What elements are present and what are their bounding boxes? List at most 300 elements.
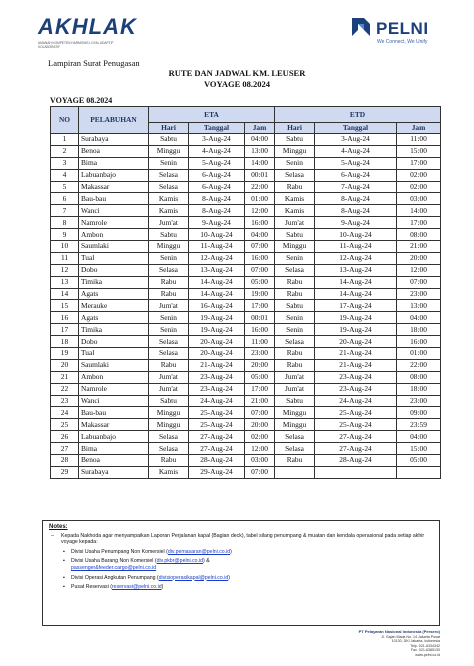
schedule-table-body <box>51 134 441 479</box>
table-cell-eta-date: 11-Aug-24 <box>189 241 245 253</box>
recipient-suffix: ) & <box>203 558 210 565</box>
table-cell-etd-time: 21:00 <box>397 241 441 253</box>
table-cell-eta-time: 07:00 <box>245 264 275 276</box>
table-cell-port: Labuanbajo <box>79 169 149 181</box>
table-cell-port: Makassar <box>79 181 149 193</box>
table-row <box>51 169 441 181</box>
table-cell-eta-day: Selasa <box>149 336 189 348</box>
table-cell-port: Wanci <box>79 205 149 217</box>
table-cell-no: 26 <box>51 431 79 443</box>
table-cell-etd-time: 04:00 <box>397 312 441 324</box>
table-cell-eta-time: 07:00 <box>245 241 275 253</box>
table-row <box>51 145 441 157</box>
table-cell-eta-day: Senin <box>149 324 189 336</box>
table-cell-eta-date: 12-Aug-24 <box>189 252 245 264</box>
table-cell-etd-date <box>315 466 397 478</box>
table-cell-no: 9 <box>51 229 79 241</box>
table-cell-etd-time: 02:00 <box>397 169 441 181</box>
table-cell-eta-date: 8-Aug-24 <box>189 205 245 217</box>
table-cell-etd-date: 8-Aug-24 <box>315 193 397 205</box>
table-cell-etd-time: 04:00 <box>397 431 441 443</box>
table-cell-etd-date: 25-Aug-24 <box>315 407 397 419</box>
table-cell-etd-day: Kamis <box>275 193 315 205</box>
table-cell-etd-time: 15:00 <box>397 145 441 157</box>
col-header-pelabuhan: PELABUHAN <box>79 107 149 134</box>
table-cell-no: 4 <box>51 169 79 181</box>
recipient-name: Divisi Operasi Angkutan Penumpang ( <box>71 574 159 581</box>
table-row <box>51 371 441 383</box>
table-cell-no: 27 <box>51 443 79 455</box>
recipient-name: Pusat Reservasi ( <box>71 584 112 591</box>
table-cell-no: 28 <box>51 455 79 467</box>
table-cell-etd-date: 12-Aug-24 <box>315 252 397 264</box>
table-cell-eta-day: Senin <box>149 252 189 264</box>
table-cell-eta-date: 29-Aug-24 <box>189 466 245 478</box>
table-row <box>51 241 441 253</box>
table-cell-eta-day: Minggu <box>149 407 189 419</box>
table-cell-eta-day: Rabu <box>149 359 189 371</box>
table-cell-etd-time: 05:00 <box>397 455 441 467</box>
table-cell-port: Ambon <box>79 371 149 383</box>
table-cell-no: 17 <box>51 324 79 336</box>
table-cell-eta-time: 05:00 <box>245 371 275 383</box>
document-title: RUTE DAN JADWAL KM. LEUSER <box>168 68 306 78</box>
table-cell-etd-day: Senin <box>275 252 315 264</box>
akhlak-tagline: AMANAH KOMPETEN HARMONIS LOYAL ADAPTIF KOLABORATIF <box>38 41 114 49</box>
table-cell-no: 3 <box>51 157 79 169</box>
table-cell-eta-day: Selasa <box>149 169 189 181</box>
table-cell-eta-date: 3-Aug-24 <box>189 134 245 146</box>
address-line: Jl. Gajah Mada No. 14 Jakarta Pusat <box>381 634 440 639</box>
table-cell-port: Saumlaki <box>79 241 149 253</box>
table-cell-eta-day: Selasa <box>149 348 189 360</box>
table-row <box>51 348 441 360</box>
table-cell-eta-time: 22:00 <box>245 181 275 193</box>
col-header-etd-hari: Hari <box>275 123 315 134</box>
table-cell-etd-date: 7-Aug-24 <box>315 181 397 193</box>
table-cell-etd-date: 23-Aug-24 <box>315 383 397 395</box>
table-cell-etd-date: 14-Aug-24 <box>315 288 397 300</box>
table-cell-eta-day: Kamis <box>149 466 189 478</box>
table-cell-no: 22 <box>51 383 79 395</box>
table-cell-etd-date: 8-Aug-24 <box>315 205 397 217</box>
table-cell-eta-time: 07:00 <box>245 466 275 478</box>
table-row <box>51 181 441 193</box>
table-cell-etd-day: Rabu <box>275 288 315 300</box>
table-cell-etd-day: Rabu <box>275 348 315 360</box>
table-cell-port: Namrole <box>79 383 149 395</box>
col-header-eta-jam: Jam <box>245 123 275 134</box>
table-cell-etd-time: 23:00 <box>397 288 441 300</box>
table-cell-eta-day: Jum'at <box>149 371 189 383</box>
table-cell-etd-date: 25-Aug-24 <box>315 419 397 431</box>
table-row <box>51 443 441 455</box>
table-cell-eta-date: 19-Aug-24 <box>189 312 245 324</box>
table-cell-etd-time: 17:00 <box>397 157 441 169</box>
table-cell-eta-time: 03:00 <box>245 455 275 467</box>
table-cell-port: Tual <box>79 252 149 264</box>
table-cell-port: Bau-bau <box>79 407 149 419</box>
table-cell-port: Labuanbajo <box>79 431 149 443</box>
table-cell-port: Merauke <box>79 300 149 312</box>
table-cell-etd-time: 07:00 <box>397 276 441 288</box>
table-cell-no: 16 <box>51 312 79 324</box>
table-cell-etd-time: 08:00 <box>397 371 441 383</box>
table-cell-port: Timika <box>79 324 149 336</box>
akhlak-logo-text: AKHLAK <box>38 14 137 39</box>
table-cell-eta-date: 4-Aug-24 <box>189 145 245 157</box>
table-cell-eta-time: 04:00 <box>245 229 275 241</box>
table-cell-no: 14 <box>51 288 79 300</box>
recipient-suffix: ) <box>230 548 232 555</box>
table-cell-no: 25 <box>51 419 79 431</box>
address-line: Fax. 021-6385130 <box>410 648 440 653</box>
table-cell-eta-date: 23-Aug-24 <box>189 383 245 395</box>
table-cell-etd-date: 21-Aug-24 <box>315 348 397 360</box>
table-cell-eta-day: Sabtu <box>149 395 189 407</box>
table-cell-etd-day: Jum'at <box>275 371 315 383</box>
table-cell-etd-time: 14:00 <box>397 205 441 217</box>
table-cell-eta-day: Minggu <box>149 419 189 431</box>
table-cell-eta-date: 20-Aug-24 <box>189 336 245 348</box>
table-row <box>51 455 441 467</box>
table-cell-etd-day: Sabtu <box>275 395 315 407</box>
table-cell-eta-day: Selasa <box>149 431 189 443</box>
table-cell-no: 8 <box>51 217 79 229</box>
note-item <box>49 533 433 546</box>
table-cell-port: Surabaya <box>79 466 149 478</box>
table-cell-etd-time: 22:00 <box>397 359 441 371</box>
table-cell-eta-date: 25-Aug-24 <box>189 407 245 419</box>
table-cell-eta-day: Selasa <box>149 181 189 193</box>
table-cell-etd-time: 23:59 <box>397 419 441 431</box>
table-cell-eta-date: 6-Aug-24 <box>189 181 245 193</box>
table-cell-eta-day: Sabtu <box>149 134 189 146</box>
table-cell-port: Benoa <box>79 455 149 467</box>
table-cell-eta-date: 14-Aug-24 <box>189 276 245 288</box>
recipient-name: Divisi Usaha Barang Non Komersiel ( <box>71 558 157 565</box>
table-cell-etd-day: Rabu <box>275 455 315 467</box>
notes-title: Notes: <box>49 524 68 530</box>
table-row <box>51 312 441 324</box>
table-cell-etd-day <box>275 466 315 478</box>
table-cell-port: Dobo <box>79 264 149 276</box>
table-row <box>51 419 441 431</box>
address-line: 10130, DKI Jakarta, Indonesia <box>391 639 440 644</box>
table-cell-etd-time: 15:00 <box>397 443 441 455</box>
square-bullet-icon: ▪ <box>63 574 65 581</box>
table-cell-eta-day: Rabu <box>149 276 189 288</box>
table-cell-etd-time: 18:00 <box>397 324 441 336</box>
table-cell-eta-time: 12:00 <box>245 205 275 217</box>
table-cell-eta-date: 6-Aug-24 <box>189 169 245 181</box>
table-row <box>51 264 441 276</box>
table-cell-etd-day: Rabu <box>275 181 315 193</box>
recipient-name: Divisi Usaha Penumpang Non Komersiel ( <box>71 548 168 555</box>
table-cell-eta-date: 9-Aug-24 <box>189 217 245 229</box>
company-address <box>334 635 440 658</box>
table-cell-etd-date: 27-Aug-24 <box>315 443 397 455</box>
table-cell-eta-time: 02:00 <box>245 431 275 443</box>
table-row <box>51 193 441 205</box>
table-cell-eta-date: 16-Aug-24 <box>189 300 245 312</box>
table-cell-etd-time: 16:00 <box>397 336 441 348</box>
table-cell-eta-date: 20-Aug-24 <box>189 348 245 360</box>
table-cell-port: Bima <box>79 443 149 455</box>
akhlak-logo <box>38 14 137 49</box>
notes-box <box>42 520 440 626</box>
recipient-email-link[interactable]: divisioperasikapal@pelni.co.id <box>158 574 229 581</box>
table-cell-etd-date: 24-Aug-24 <box>315 395 397 407</box>
table-cell-eta-time: 05:00 <box>245 276 275 288</box>
table-cell-etd-day: Sabtu <box>275 229 315 241</box>
table-cell-eta-date: 27-Aug-24 <box>189 443 245 455</box>
table-cell-etd-day: Selasa <box>275 336 315 348</box>
table-cell-etd-day: Senin <box>275 312 315 324</box>
table-cell-etd-day: Selasa <box>275 264 315 276</box>
table-cell-eta-day: Selasa <box>149 443 189 455</box>
table-cell-eta-day: Senin <box>149 157 189 169</box>
recipient-email-link[interactable]: div.pkbr@pelni.co.id <box>156 558 204 565</box>
table-cell-etd-time: 23:00 <box>397 395 441 407</box>
recipient-item <box>49 549 433 556</box>
table-cell-eta-time: 01:00 <box>245 193 275 205</box>
table-cell-etd-time: 11:00 <box>397 134 441 146</box>
table-row <box>51 205 441 217</box>
table-cell-eta-time: 23:00 <box>245 348 275 360</box>
table-cell-port: Bima <box>79 157 149 169</box>
table-cell-eta-date: 10-Aug-24 <box>189 229 245 241</box>
square-bullet-icon: ▪ <box>63 584 65 591</box>
table-cell-etd-day: Jum'at <box>275 383 315 395</box>
table-cell-no: 2 <box>51 145 79 157</box>
table-cell-port: Ambon <box>79 229 149 241</box>
table-cell-no: 13 <box>51 276 79 288</box>
table-cell-etd-date: 27-Aug-24 <box>315 431 397 443</box>
col-header-eta-hari: Hari <box>149 123 189 134</box>
table-row <box>51 383 441 395</box>
table-cell-eta-day: Kamis <box>149 205 189 217</box>
table-cell-port: Bau-bau <box>79 193 149 205</box>
table-row <box>51 134 441 146</box>
table-cell-eta-time: 00:01 <box>245 312 275 324</box>
table-cell-etd-time: 01:00 <box>397 348 441 360</box>
table-cell-no: 18 <box>51 336 79 348</box>
col-header-etd-tanggal: Tanggal <box>315 123 397 134</box>
table-cell-eta-time: 17:00 <box>245 383 275 395</box>
table-cell-eta-time: 16:00 <box>245 252 275 264</box>
table-row <box>51 288 441 300</box>
table-cell-no: 15 <box>51 300 79 312</box>
table-cell-etd-time: 03:00 <box>397 193 441 205</box>
table-row <box>51 466 441 478</box>
table-cell-eta-time: 16:00 <box>245 217 275 229</box>
table-cell-eta-day: Selasa <box>149 264 189 276</box>
table-cell-etd-time <box>397 466 441 478</box>
recipient-email-link[interactable]: div.pemasaran@pelni.co.id <box>167 548 231 555</box>
table-cell-no: 11 <box>51 252 79 264</box>
table-cell-etd-date: 10-Aug-24 <box>315 229 397 241</box>
table-row <box>51 395 441 407</box>
table-cell-etd-day: Minggu <box>275 407 315 419</box>
table-cell-eta-date: 14-Aug-24 <box>189 288 245 300</box>
table-cell-etd-date: 13-Aug-24 <box>315 264 397 276</box>
attachment-label: Lampiran Surat Penugasan <box>48 58 140 68</box>
note-text: Kepada Nakhoda agar menyampaikan Laporan Perjalanan kapal (Bagian deck), tabel silang penumpang & muatan dan kendala operasional pada setiap akhir voyage kepada: <box>61 532 425 546</box>
table-row <box>51 276 441 288</box>
table-cell-no: 20 <box>51 359 79 371</box>
table-cell-eta-date: 8-Aug-24 <box>189 193 245 205</box>
table-cell-etd-date: 11-Aug-24 <box>315 241 397 253</box>
company-footer <box>334 630 440 658</box>
table-cell-port: Surabaya <box>79 134 149 146</box>
table-cell-port: Benoa <box>79 145 149 157</box>
table-cell-port: Agats <box>79 288 149 300</box>
table-cell-etd-date: 3-Aug-24 <box>315 134 397 146</box>
table-cell-etd-day: Senin <box>275 324 315 336</box>
table-cell-eta-date: 21-Aug-24 <box>189 359 245 371</box>
table-cell-eta-date: 28-Aug-24 <box>189 455 245 467</box>
table-row <box>51 324 441 336</box>
table-cell-eta-time: 17:00 <box>245 300 275 312</box>
table-cell-etd-time: 08:00 <box>397 229 441 241</box>
table-cell-eta-day: Rabu <box>149 288 189 300</box>
table-cell-eta-date: 27-Aug-24 <box>189 431 245 443</box>
recipient-item <box>49 584 433 591</box>
table-cell-etd-date: 19-Aug-24 <box>315 312 397 324</box>
table-cell-etd-day: Selasa <box>275 169 315 181</box>
table-cell-eta-time: 14:00 <box>245 157 275 169</box>
table-cell-no: 24 <box>51 407 79 419</box>
table-cell-etd-date: 23-Aug-24 <box>315 371 397 383</box>
table-cell-etd-day: Minggu <box>275 241 315 253</box>
table-cell-eta-date: 5-Aug-24 <box>189 157 245 169</box>
table-cell-eta-time: 19:00 <box>245 288 275 300</box>
table-cell-etd-time: 12:00 <box>397 264 441 276</box>
table-cell-eta-day: Rabu <box>149 455 189 467</box>
bullet-icon: – <box>51 532 54 539</box>
table-row <box>51 217 441 229</box>
table-cell-no: 29 <box>51 466 79 478</box>
square-bullet-icon: ▪ <box>63 558 65 565</box>
schedule-table <box>50 106 441 479</box>
recipient-item <box>49 558 433 571</box>
address-line: Telp. 021-6334342 <box>410 643 440 648</box>
pelni-tagline: We Connect, We Unify <box>377 39 428 45</box>
table-cell-eta-time: 20:00 <box>245 419 275 431</box>
table-row <box>51 431 441 443</box>
recipient-item <box>49 575 433 582</box>
table-cell-eta-day: Minggu <box>149 241 189 253</box>
table-cell-etd-date: 21-Aug-24 <box>315 359 397 371</box>
table-cell-etd-date: 14-Aug-24 <box>315 276 397 288</box>
table-cell-etd-time: 18:00 <box>397 383 441 395</box>
table-cell-eta-day: Jum'at <box>149 300 189 312</box>
recipient-email-link[interactable]: reservasi@pelni.co.id <box>111 584 162 591</box>
table-cell-eta-time: 00:01 <box>245 169 275 181</box>
table-cell-eta-day: Jum'at <box>149 383 189 395</box>
table-cell-etd-date: 28-Aug-24 <box>315 455 397 467</box>
table-cell-eta-time: 07:00 <box>245 407 275 419</box>
table-cell-no: 12 <box>51 264 79 276</box>
table-cell-no: 21 <box>51 371 79 383</box>
table-cell-etd-date: 19-Aug-24 <box>315 324 397 336</box>
table-cell-eta-date: 24-Aug-24 <box>189 395 245 407</box>
table-cell-etd-day: Minggu <box>275 145 315 157</box>
table-cell-no: 19 <box>51 348 79 360</box>
table-cell-eta-time: 11:00 <box>245 336 275 348</box>
table-cell-no: 6 <box>51 193 79 205</box>
table-cell-etd-day: Rabu <box>275 359 315 371</box>
recipient-suffix: ) <box>161 584 164 591</box>
table-cell-port: Namrole <box>79 217 149 229</box>
table-cell-no: 7 <box>51 205 79 217</box>
document-subtitle: VOYAGE 08.2024 <box>203 79 271 89</box>
table-cell-eta-time: 04:00 <box>245 134 275 146</box>
recipient-extra-email-link[interactable]: passenger&feeder.cargo@pelni.co.id <box>71 564 157 571</box>
col-header-eta: ETA <box>149 107 275 123</box>
table-row <box>51 336 441 348</box>
table-row <box>51 229 441 241</box>
table-cell-etd-time: 02:00 <box>397 181 441 193</box>
table-cell-etd-day: Sabtu <box>275 134 315 146</box>
table-cell-etd-date: 20-Aug-24 <box>315 336 397 348</box>
table-cell-etd-date: 4-Aug-24 <box>315 145 397 157</box>
table-cell-port: Tual <box>79 348 149 360</box>
table-cell-eta-day: Kamis <box>149 193 189 205</box>
table-cell-etd-date: 6-Aug-24 <box>315 169 397 181</box>
table-cell-port: Makassar <box>79 419 149 431</box>
table-cell-eta-time: 20:00 <box>245 359 275 371</box>
table-cell-port: Agats <box>79 312 149 324</box>
table-cell-port: Dobo <box>79 336 149 348</box>
table-cell-etd-date: 5-Aug-24 <box>315 157 397 169</box>
table-cell-eta-time: 21:00 <box>245 395 275 407</box>
table-cell-eta-time: 12:00 <box>245 443 275 455</box>
table-cell-etd-day: Rabu <box>275 276 315 288</box>
col-header-etd: ETD <box>275 107 441 123</box>
col-header-no: NO <box>51 107 79 134</box>
table-cell-eta-day: Senin <box>149 312 189 324</box>
table-cell-etd-day: Jum'at <box>275 217 315 229</box>
table-cell-etd-day: Sabtu <box>275 300 315 312</box>
square-bullet-icon: ▪ <box>63 548 65 555</box>
voyage-label: VOYAGE 08.2024 <box>50 96 113 105</box>
table-cell-no: 5 <box>51 181 79 193</box>
table-cell-eta-date: 25-Aug-24 <box>189 419 245 431</box>
table-cell-eta-day: Jum'at <box>149 217 189 229</box>
recipient-suffix: ) <box>228 574 230 581</box>
pelni-logo-text: PELNI <box>376 19 429 38</box>
table-cell-eta-time: 16:00 <box>245 324 275 336</box>
table-row <box>51 252 441 264</box>
table-cell-etd-day: Selasa <box>275 431 315 443</box>
table-cell-etd-time: 09:00 <box>397 407 441 419</box>
table-row <box>51 300 441 312</box>
table-cell-etd-date: 17-Aug-24 <box>315 300 397 312</box>
table-cell-etd-day: Minggu <box>275 419 315 431</box>
table-cell-no: 23 <box>51 395 79 407</box>
pelni-logo-icon <box>350 16 372 38</box>
table-cell-port: Timika <box>79 276 149 288</box>
table-row <box>51 157 441 169</box>
address-line: www.pelni.co.id <box>415 652 440 657</box>
table-cell-etd-day: Kamis <box>275 205 315 217</box>
recipient-list <box>49 549 433 591</box>
col-header-eta-tanggal: Tanggal <box>189 123 245 134</box>
table-cell-etd-time: 20:00 <box>397 252 441 264</box>
table-cell-eta-date: 13-Aug-24 <box>189 264 245 276</box>
